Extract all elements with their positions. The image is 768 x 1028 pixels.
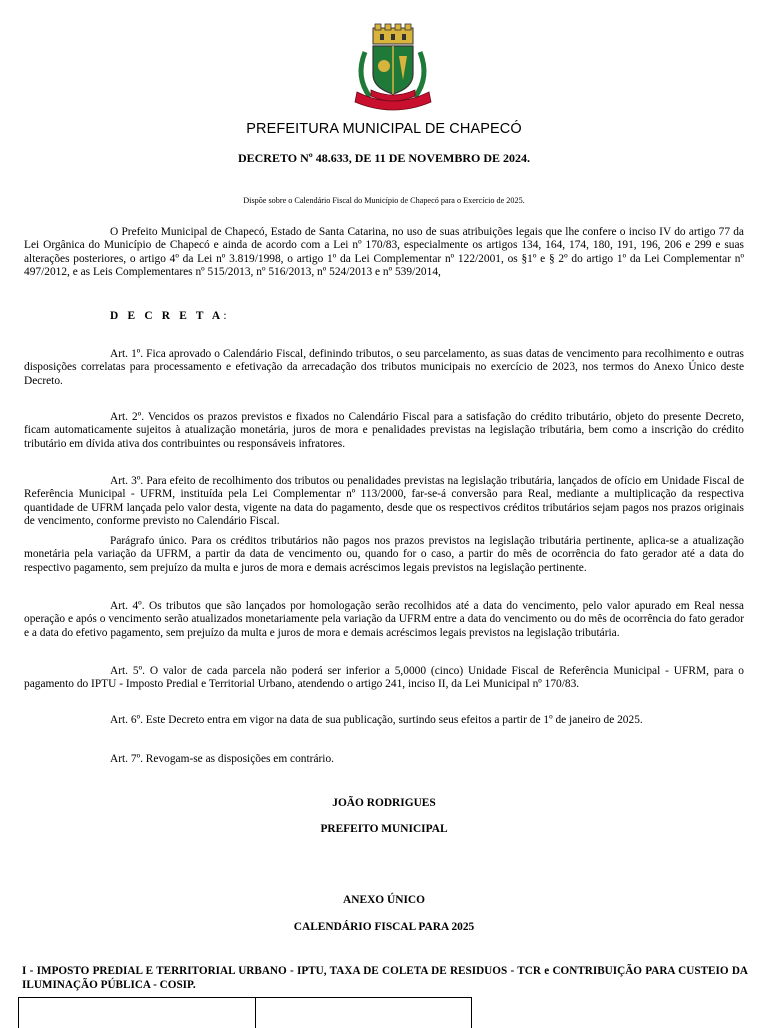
coat-of-arms-logo <box>345 22 440 117</box>
article-4: Art. 4º. Os tributos que são lançados por homologação serão recolhidos até a data do vencimento, pelo valor apurado em Real nessa operação e após o vencimento serão atualizados monetariamente pela variação da UFRM entre a data do vencimento ou do mês de ocorrência do fato gerador e a data do efetivo pagamento, sem prejuízo da multa e juros de mora e demais acréscimos legais previstos na legislação tributária. <box>24 600 744 639</box>
annex-subtitle: CALENDÁRIO FISCAL PARA 2025 <box>293 921 475 933</box>
decreta-word: D E C R E T A <box>110 310 224 322</box>
annex-title: ANEXO ÚNICO <box>343 894 425 906</box>
article-3: Art. 3º. Para efeito de recolhimento dos tributos ou penalidades previstas na legislação tributária, lançados de ofício em Unidade Fiscal de Referência Municipal - UFRM, instituída pela Lei Complementar nº 113/2000, far-se-á conversão para Real, mediante a multiplicação da respectiva quantidade de UFRM lançada pelo valor desta, vigente na data do pagamento, desde que os respectivos créditos tributários sejam pagos nos prazos originais de vencimento, conforme previsto no Calendário Fiscal. <box>24 475 744 528</box>
article-1: Art. 1º. Fica aprovado o Calendário Fiscal, definindo tributos, o seu parcelamento, as suas datas de vencimento para recolhimento e outras disposições correlatas para processamento e efetivação da arrecadação dos tributos municipais no exercício de 2023, nos termos do Anexo Único deste Decreto. <box>24 348 744 387</box>
preamble-paragraph: O Prefeito Municipal de Chapecó, Estado de Santa Catarina, no uso de suas atribuições legais que lhe confere o inciso IV do artigo 77 da Lei Orgânica do Município de Chapecó e ainda de acordo com a Lei nº 170/83, especialmente os artigos 134, 164, 174, 180, 191, 196, 206 e 299 e suas alterações posteriores, o artigo 4º da Lei nº 3.819/1998, o artigo 1º da Lei Complementar nº 122/2001, os §1º e § 2º do artigo 1º da Lei Complementar nº 497/2012, e as Leis Complementares nº 515/2013, nº 516/2013, nº 524/2013 e nº 539/2014, <box>24 226 744 279</box>
signatory-role: PREFEITO MUNICIPAL <box>320 823 448 835</box>
organization-name: PREFEITURA MUNICIPAL DE CHAPECÓ <box>246 121 522 137</box>
calendar-table <box>18 997 472 1028</box>
article-5: Art. 5º. O valor de cada parcela não poderá ser inferior a 5,0000 (cinco) Unidade Fiscal de Referência Municipal - UFRM, para o pagamento do IPTU - Imposto Predial e Territorial Urbano, atendendo o artigo 241, inciso II, da Lei Municipal nº 170/83. <box>24 665 744 691</box>
signatory-name: JOÃO RODRIGUES <box>332 797 436 809</box>
annex-section-1-heading: I - IMPOSTO PREDIAL E TERRITORIAL URBANO - IPTU, TAXA DE COLETA DE RESIDUOS - TCR e CONTRIBUIÇÃO PARA CUSTEIO DA ILUMINAÇÃO PÚBLICA - COSIP. <box>22 965 748 991</box>
decree-summary: Dispõe sobre o Calendário Fiscal do Município de Chapecó para o Exercício de 2025. <box>243 196 525 205</box>
decreta-colon: : <box>223 310 227 322</box>
decreta-heading <box>110 310 227 322</box>
article-6: Art. 6º. Este Decreto entra em vigor na data de sua publicação, surtindo seus efeitos a partir de 1º de janeiro de 2025. <box>110 714 643 726</box>
article-3-single-paragraph: Parágrafo único. Para os créditos tributários não pagos nos prazos previstos na legislação tributária pertinente, aplica-se a atualização monetária pela variação da UFRM, a partir da data de vencimento ou, quando for o caso, a partir do mês de ocorrência do fato gerador até a data do respectivo pagamento, sem prejuízo da multa e juros de mora e demais acréscimos legais previstos na legislação pertinente. <box>24 535 744 574</box>
decree-title: DECRETO Nº 48.633, DE 11 DE NOVEMBRO DE 2024. <box>237 151 531 165</box>
article-7: Art. 7º. Revogam-se as disposições em contrário. <box>110 753 335 765</box>
article-2: Art. 2º. Vencidos os prazos previstos e fixados no Calendário Fiscal para a satisfação do crédito tributário, objeto do presente Decreto, ficam automaticamente sujeitos à atualização monetária, juros de mora e penalidades previstas na legislação tributária, bem como a inscrição do crédito tributário em dívida ativa dos contribuintes ou responsáveis infratores. <box>24 411 744 450</box>
